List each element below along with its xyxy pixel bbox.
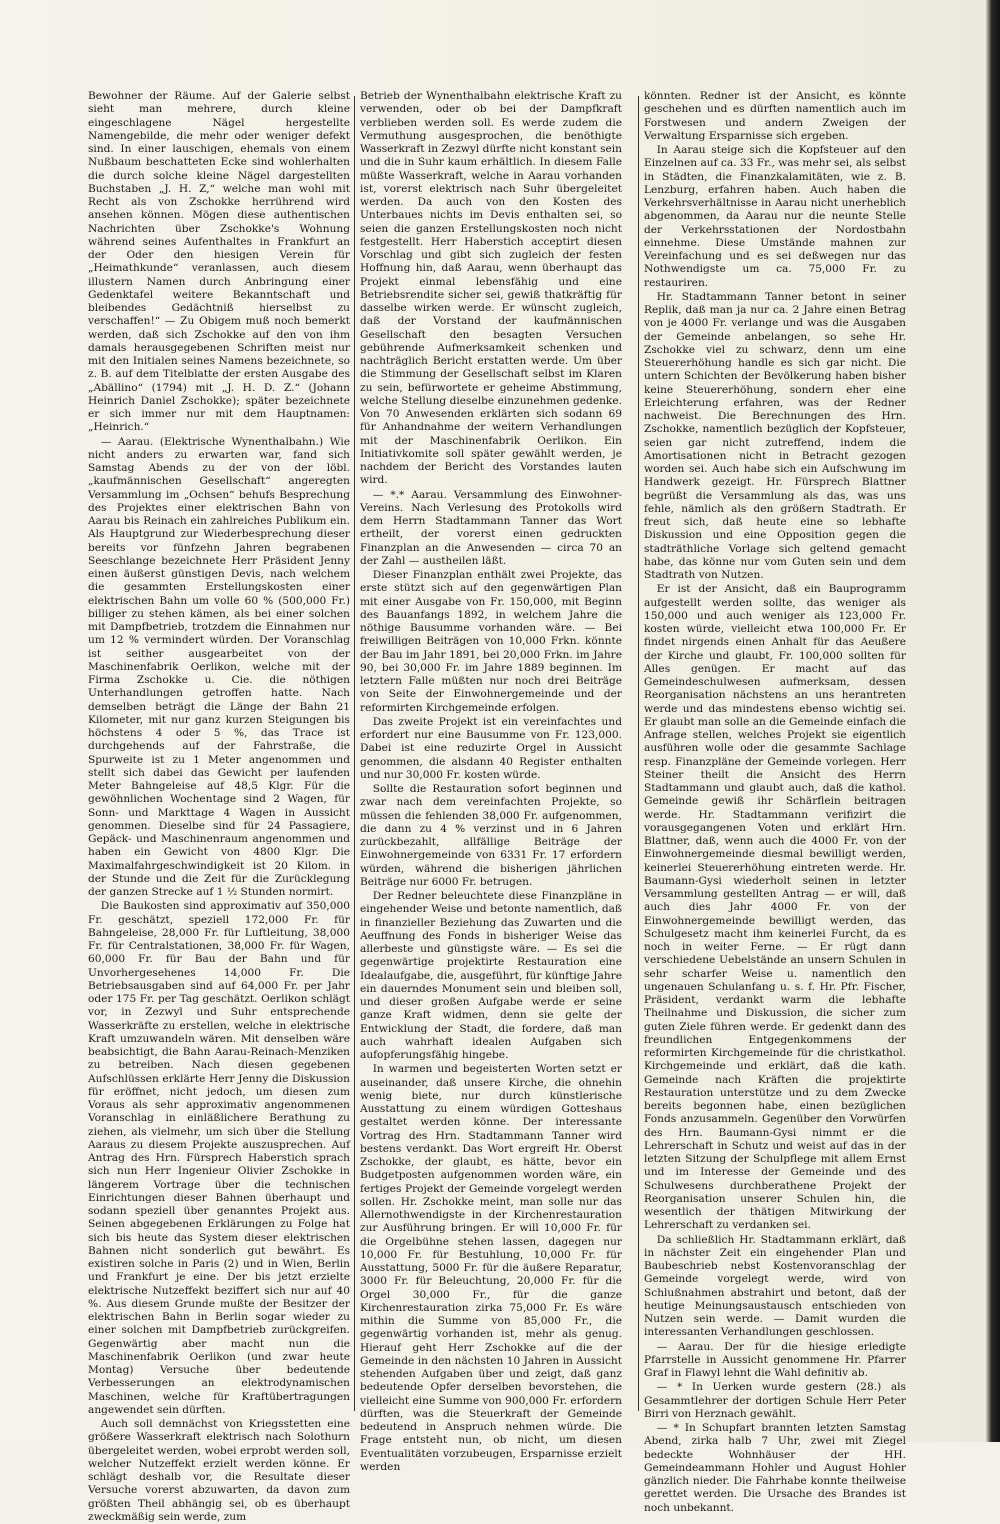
paragraph: Hr. Stadtammann Tanner betont in seiner Replik, daß man ja nur ca. 2 Jahre einen Betrag von je 4000 Fr. verlange und was die Ausgaben der Gemeinde anbelangen, so sehe Hr. Zschokke viel zu schwarz, denn um eine Steuererhöhung handle es sich gar nicht. Die untern Schichten der Bevölkerung haben bisher keine Steuererhöhung, sondern eher eine Erleichterung erfahren, was der Redner nachweist. Die Berechnungen des Hrn. Zschokke, namentlich bezüglich der Kopfsteuer, seien gar nicht zutreffend, indem die Amortisationen nicht in Betracht gezogen worden sei. Auch habe sich ein Aufschwung im Handwerk gezeigt. Hr. Fürsprech Blattner begrüßt die Versammlung als das, was uns fehle, nämlich als den größern Stadtrath. Er freut sich, daß heute eine so lebhafte Diskussion und eine Opposition gegen die stadträthliche Vorlage sich geltend gemacht habe, das könne nur vom Guten sein und dem Stadtrath von Nutzen. xyxy=(644,290,906,581)
paragraph: — * In Schupfart brannten letzten Samstag Abend, zirka halb 7 Uhr, zwei mit Ziegel bedeckte Wohnhäuser der HH. Gemeindeammann Hohler und August Hohler gänzlich nieder. Die Fahrhabe konnte theilweise gerettet werden. Die Ursache des Brandes ist noch unbekannt. xyxy=(644,1422,906,1514)
column-divider xyxy=(354,96,355,1411)
text-column-left xyxy=(88,90,350,1523)
paragraph: Auch soll demnächst von Kriegsstetten eine größere Wasserkraft elektrisch nach Solothurn übergeleitet werden, wobei erprobt werden soll, welcher Nutzeffekt erzielt werden könne. Er schlägt deshalb vor, die Resultate dieser Versuche vorerst abzuwarten, da davon zum größten Theil abhängig sei, ob es überhaupt zweckmäßig sein werde, zum xyxy=(88,1418,350,1523)
paragraph: könnten. Redner ist der Ansicht, es könnte geschehen und es dürften namentlich auch im Forstwesen und andern Zweigen der Verwaltung Ersparnisse sich ergeben. xyxy=(644,90,906,142)
paragraph: Sollte die Restauration sofort beginnen und zwar nach dem vereinfachten Projekte, so müssen die fehlenden 38,000 Fr. aufgenommen, die dann zu 4 % verzinst und in 6 Jahren zurückbezahlt, allfällige Beiträge der Einwohnergemeinde von 6331 Fr. 17 erfordern würden, während die bisherigen jährlichen Beiträge nur 6000 Fr. betrugen. xyxy=(360,783,622,888)
column-divider xyxy=(638,96,639,1411)
paragraph: In Aarau steige sich die Kopfsteuer auf den Einzelnen auf ca. 33 Fr., was mehr sei, als selbst in Städten, die Finanzkalamitäten, wie z. B. Lenzburg, erfahren haben. Auch haben die Verkehrsverhältnisse in Aarau nicht unerheblich abgenommen, da Aarau nur die neunte Stelle der Verkehrsstationen der Nordostbahn einnehme. Diese Umstände mahnen zur Vereinfachung und es sei deßwegen nur das Nothwendigste um ca. 75,000 Fr. zu restauriren. xyxy=(644,144,906,289)
paragraph: Da schließlich Hr. Stadtammann erklärt, daß in nächster Zeit ein eingehender Plan und Baubeschrieb nebst Kostenvoranschlag der Gemeinde vorgelegt werde, wird von Schlußnahmen abstrahirt und betont, daß der heutige Meinungsaustausch entschieden von Nutzen sein werde. — Damit wurden die interessanten Verhandlungen geschlossen. xyxy=(644,1233,906,1339)
paragraph: — * In Uerken wurde gestern (28.) als Gesammtlehrer der dortigen Schule Herr Peter Birri von Herznach gewählt. xyxy=(644,1381,906,1420)
paragraph: — Aarau. (Elektrische Wynenthalbahn.) Wie nicht anders zu erwarten war, fand sich Samstag Abends zu der von der löbl. „kaufmännischen Gesellschaft“ angeregten Versammlung im „Ochsen“ behufs Besprechung des Projektes einer elektrischen Bahn von Aarau bis Reinach ein zahlreiches Publikum ein. Als Hauptgrund zur Wiederbesprechung dieser bereits vor fünfzehn Jahren begrabenen Seeschlange bezeichnete Herr Präsident Jenny einen äußerst günstigen Devis, nach welchem die gesammten Erstellungskosten einer elektrischen Bahn um volle 60 % (500,000 Fr.) billiger zu stehen kämen, als bei einer solchen mit Dampfbetrieb, trotzdem die Einnahmen nur um 12 % vermindert würden. Der Voranschlag ist seither ausgearbeitet von der Maschinenfabrik Oerlikon, welche mit der Firma Zschokke u. Cie. die nöthigen Unterhandlungen getroffen hatte. Nach demselben beträgt die Länge der Bahn 21 Kilometer, mit nur ganz kurzen Steigungen bis höchstens 4 oder 5 %, das Trace ist durchgehends auf der Fahrstraße, die Spurweite ist zu 1 Meter angenommen und stellt sich dabei das Gewicht per laufenden Meter Bahngeleise auf 48,5 Klgr. Für die gewöhnlichen Wochentage sind 2 Wagen, für Sonn- und Markttage 4 Wagen in Aussicht genommen. Dieselbe sind für 24 Passagiere, Gepäck- und Maschinenraum angenommen und haben ein Gewicht von 4800 Klgr. Die Maximalfahrgeschwindigkeit ist 20 Kilom. in der Stunde und die Zeit für die Zurücklegung der ganzen Strecke auf 1 ½ Stunden normirt. xyxy=(88,435,350,898)
paragraph: — Aarau. Der für die hiesige erledigte Pfarrstelle in Aussicht genommene Hr. Pfarrer Graf in Flawyl lehnt die Wahl definitiv ab. xyxy=(644,1340,906,1379)
text-column-middle xyxy=(360,90,622,1473)
text-column-right xyxy=(644,90,906,1514)
paragraph: Der Redner beleuchtete diese Finanzpläne in eingehender Weise und betonte namentlich, daß in finanzieller Beziehung das Zuwarten und die Aeuffnung des Fonds in bisheriger Weise das allerbeste und günstigste wäre. — Es sei die gegenwärtige projektirte Restauration eine Idealaufgabe, die, ausgeführt, für künftige Jahre ein dauerndes Monument sein und bleiben soll, und dieser großen Aufgabe werde er seine ganze Kraft widmen, denn sie gelte der Entwicklung der Stadt, die fordere, daß man auch wahrhaft idealen Aufgaben sich aufopferungsfähig hingebe. xyxy=(360,890,622,1061)
paragraph: In warmen und begeisterten Worten setzt er auseinander, daß unsere Kirche, die ohnehin wenig biete, nur durch künstlerische Ausstattung zu einem würdigen Gotteshaus gestaltet werden könne. Der interessante Vortrag des Hrn. Stadtammann Tanner wird bestens verdankt. Das Wort ergreift Hr. Oberst Zschokke, der glaubt, es hätte, bevor ein Budgetposten aufgenommen worden wäre, ein fertiges Projekt der Gemeinde vorgelegt werden sollen. Hr. Zschokke meint, man solle nur das Allernothwendigste in der Kirchenrestauration zur Ausführung bringen. Er will 10,000 Fr. für die Orgelbühne stehen lassen, dagegen nur 10,000 Fr. für Bestuhlung, 10,000 Fr. für Ausstattung, 5000 Fr. für die äußere Reparatur, 3000 Fr. für Beleuchtung, 20,000 Fr. für die Orgel 30,000 Fr., für die ganze Kirchenrestauration zirka 75,000 Fr. Es wäre mithin die Summe von 85,000 Fr., die gegenwärtig vorhanden ist, mehr als genug. Hierauf geht Herr Zschokke auf die der Gemeinde in den nächsten 10 Jahren in Aussicht stehenden Aufgaben über und zeigt, daß ganz bedeutende Opfer derselben bevorstehen, die vielleicht eine Summe von 900,000 Fr. erfordern dürften, was die Steuerkraft der Gemeinde bedeutend in Anspruch nehmen würde. Die Frage entsteht nun, ob nicht, um diesen Eventualitäten vorzubeugen, Ersparnisse erzielt werden xyxy=(360,1063,622,1473)
page-edge-shadow xyxy=(986,0,1000,1442)
paragraph: Er ist der Ansicht, daß ein Bauprogramm aufgestellt werden sollte, das weniger als 150,000 und auch weniger als 123,000 Fr. kosten würde, vielleicht etwa 100,000 Fr. Er findet nirgends einen Anhalt für das Aeußere der Kirche und glaubt, Fr. 100,000 sollten für Alles genügen. Er macht auf das Gemeindeschulwesen aufmerksam, dessen Reorganisation nächstens an uns herantreten werde und das mindestens ebenso wichtig sei. Er glaubt man solle an die Gemeinde einfach die Anfrage stellen, welches Projekt sie eigentlich ausführen wolle oder die gesammte Sachlage resp. Finanzpläne der Gemeinde vorlegen. Herr Steiner theilt die Ansicht des Herrn Stadtammann und glaubt auch, daß die kathol. Gemeinde gewiß ihr Schärflein beitragen werde. Hr. Stadtammann verifizirt die vorausgegangenen Voten und erklärt Hrn. Blattner, daß, wenn auch die 4000 Fr. von der Einwohnergemeinde diesmal bewilligt werden, keinerlei Steuererhöhung eintreten werde. Hr. Baumann-Gysi wiederholt seinen in letzter Versammlung gestellten Antrag — er will, daß auch dies Jahr 4000 Fr. von der Einwohnergemeinde bewilligt werden, das Schulgesetz macht ihm keinerlei Furcht, da es noch in weiter Ferne. — Er rügt dann verschiedene Uebelstände an unsern Schulen in sehr scharfer Weise u. namentlich den ungenauen Schulanfang u. s. f. Hr. Pfr. Fischer, Präsident, verdankt warm die lebhafte Theilnahme und Diskussion, die sicher zum guten Ziele führen werde. Er gedenkt dann des freundlichen Entgegenkommens der reformirten Kirchgemeinde für die christkathol. Kirchgemeinde und erklärt, daß die kath. Gemeinde nach Kräften die projektirte Restauration unterstütze und zu dem Zwecke bereits begonnen habe, einen bezüglichen Fonds anzusammeln. Gegenüber den Vorwürfen des Hrn. Baumann-Gysi nimmt er die Lehrerschaft in Schutz und weist auf das in der letzten Sitzung der Schulpflege mit allem Ernst und im Interesse der Gemeinde und des Schulwesens durchberathene Projekt der Reorganisation unserer Schulen hin, die wesentlich der thätigen Mitwirkung der Lehrerschaft zu verdanken sei. xyxy=(644,583,906,1232)
paragraph: Dieser Finanzplan enthält zwei Projekte, das erste stützt sich auf den gegenwärtigen Plan mit einer Ausgabe von Fr. 150,000, mit Beginn des Bauanfangs 1892, in welchem Jahre die nöthige Bausumme vorhanden wäre. — Bei freiwilligen Beiträgen von 10,000 Frkn. könnte der Bau im Jahr 1891, bei 20,000 Frkn. im Jahre 90, bei 30,000 Fr. im Jahre 1889 beginnen. Im letztern Falle müßten nur noch drei Beiträge von Seite der Einwohnergemeinde und der reformirten Kirchgemeinde erfolgen. xyxy=(360,569,622,714)
paragraph: Betrieb der Wynenthalbahn elektrische Kraft zu verwenden, oder ob bei der Dampfkraft verblieben werden soll. Es werde zudem die Vermuthung ausgesprochen, die benöthigte Wasserkraft in Zezwyl dürfte nicht konstant sein und die in Suhr kaum erhältlich. In diesem Falle müßte Wasserkraft, welche in Aarau vorhanden ist, vorerst elektrisch nach Suhr übergeleitet werden. Da auch von den Kosten des Unterbaues nichts im Devis enthalten sei, so seien die ganzen Erstellungskosten noch nicht festgestellt. Herr Haberstich acceptirt diesen Vorschlag und gibt sich zugleich der festen Hoffnung hin, daß Aarau, wenn überhaupt das Projekt einmal lebensfähig und eine Betriebsrendite sicher sei, gewiß thatkräftig für dasselbe wirken werde. Er wünscht zugleich, daß der Vorstand der kaufmännischen Gesellschaft den besagten Versuchen gebührende Aufmerksamkeit schenken und nachträglich Bericht erstatten werde. Um über die Stimmung der Gesellschaft selbst im Klaren zu sein, befürwortete er geheime Abstimmung, welche Stellung dieselbe einzunehmen gedenke. Von 70 Anwesenden erklärten sich sodann 69 für Anhandnahme der weitern Verhandlungen mit der Maschinenfabrik Oerlikon. Ein Initiativkomite soll später gewählt werden, je nachdem der Bericht des Vorstandes lauten wird. xyxy=(360,90,622,487)
paragraph: Die Baukosten sind approximativ auf 350,000 Fr. geschätzt, speziell 172,000 Fr. für Bahngeleise, 28,000 Fr. für Luftleitung, 38,000 Fr. für Centralstationen, 38,000 Fr. für Wagen, 60,000 Fr. für Bau der Bahn und für Unvorhergesehenes 14,000 Fr. Die Betriebsausgaben sind auf 64,000 Fr. per Jahr oder 175 Fr. per Tag geschätzt. Oerlikon schlägt vor, in Zezwyl und Suhr entsprechende Wasserkräfte zu erstellen, welche in elektrische Kraft umzuwandeln wären. Mit denselben wäre beabsichtigt, die Bahn Aarau-Reinach-Menziken zu betreiben. Nach diesen gegebenen Aufschlüssen erklärte Herr Jenny die Diskussion für eröffnet, nicht jedoch, um diesen zum Voraus als sehr approximativ angenommenen Voranschlag in einläßlichere Berathung zu ziehen, als vielmehr, um sich über die Stellung Aaraus zu diesem Projekte auszusprechen. Auf Antrag des Hrn. Fürsprech Haberstich sprach sich nun Herr Ingenieur Olivier Zschokke in längerem Vortrage über die technischen Einrichtungen dieser Bahnen überhaupt und sodann speziell über genanntes Projekt aus. Seinen abgegebenen Erklärungen zu Folge hat sich bis heute das System dieser elektrischen Bahnen nicht sonderlich gut bewährt. Es existiren solche in Paris (2) und in Wien, Berlin und Frankfurt je eine. Der bis jetzt erzielte elektrische Nutzeffekt beziffert sich nur auf 40 %. Aus diesem Grunde mußte der Besitzer der elektrischen Bahn in Berlin sogar wieder zu einer solchen mit Dampfbetrieb zurückgreifen. Gegenwärtig aber macht nun die Maschinenfabrik Oerlikon (und zwar heute Montag) Versuche über bedeutende Verbesserungen an elektrodynamischen Maschinen, welche für Kraftübertragungen angewendet sein dürften. xyxy=(88,900,350,1416)
paragraph: Bewohner der Räume. Auf der Galerie selbst sieht man mehrere, durch kleine eingeschlagene Nägel hergestellte Namengebilde, die mehr oder weniger defekt sind. In einer lauschigen, ehemals von einem Nußbaum beschatteten Ecke sind wohlerhalten die durch solche kleine Nägel dargestellten Buchstaben „J. H. Z,“ welche man wohl mit Recht als von Zschokke herrührend wird ansehen können. Mögen diese authentischen Nachrichten über Zschokke's Wohnung während seines Aufenthaltes in Frankfurt an der Oder den hiesigen Verein für „Heimathkunde“ veranlassen, auch diesem illustern Namen durch Anbringung einer Gedenktafel weitere Bekanntschaft und bleibendes Gedächtniß hierselbst zu verschaffen!“ — Zu Obigem muß noch bemerkt werden, daß sich Zschokke auf den von ihm damals herausgegebenen Schriften meist nur mit den Initialen seines Namens bezeichnete, so z. B. auf dem Titelblatte der ersten Ausgabe des „Abällino“ (1794) mit „J. H. D. Z.“ (Johann Heinrich Daniel Zschokke); später bezeichnete er sich immer nur mit dem Hauptnamen: „Heinrich.“ xyxy=(88,90,350,434)
paragraph: — *.* Aarau. Versammlung des Einwohner-Vereins. Nach Verlesung des Protokolls wird dem Herrn Stadtammann Tanner das Wort ertheilt, der vorerst einen gedruckten Finanzplan an die Anwesenden — circa 70 an der Zahl — austheilen läßt. xyxy=(360,488,622,567)
paragraph: Das zweite Projekt ist ein vereinfachtes und erfordert nur eine Bausumme von Fr. 123,000. Dabei ist eine reduzirte Orgel in Aussicht genommen, die alsdann 40 Register enthalten und nur 30,000 Fr. kosten würde. xyxy=(360,715,622,781)
